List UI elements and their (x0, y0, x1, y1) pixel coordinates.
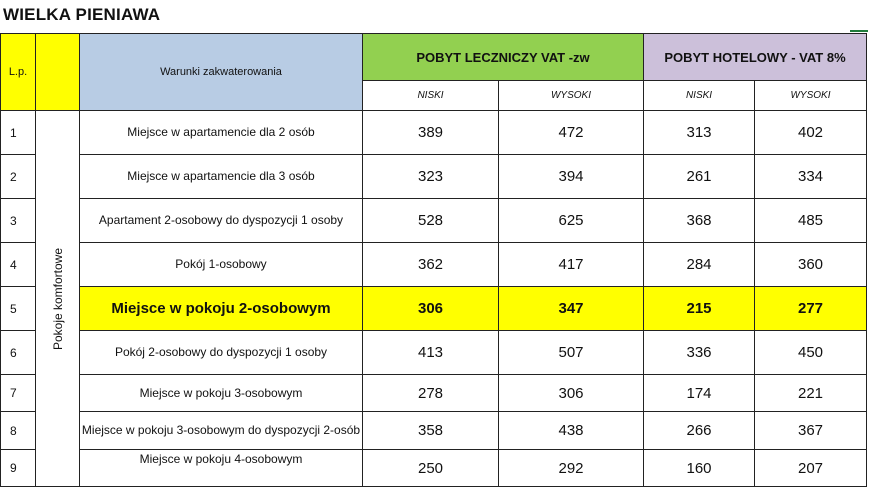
table-row-highlighted (1, 287, 867, 331)
price-hotel-wysoki: 221 (755, 375, 867, 412)
price-table (0, 33, 867, 487)
price-hotel-niski: 215 (644, 287, 755, 331)
price-lecz-niski: 306 (363, 287, 499, 331)
row-lp: 1 (1, 111, 36, 155)
price-hotel-niski: 368 (644, 199, 755, 243)
price-hotel-wysoki: 402 (755, 111, 867, 155)
row-lp: 8 (1, 412, 36, 450)
row-lp: 5 (1, 287, 36, 331)
price-lecz-wysoki: 306 (499, 375, 644, 412)
price-lecz-wysoki: 292 (499, 450, 644, 487)
price-hotel-wysoki: 207 (755, 450, 867, 487)
price-lecz-wysoki: 625 (499, 199, 644, 243)
row-lp: 3 (1, 199, 36, 243)
price-lecz-niski: 278 (363, 375, 499, 412)
row-name: Miejsce w apartamencie dla 3 osób (80, 155, 363, 199)
table-row (1, 243, 867, 287)
price-lecz-wysoki: 394 (499, 155, 644, 199)
price-lecz-wysoki: 347 (499, 287, 644, 331)
price-hotel-niski: 261 (644, 155, 755, 199)
header-category-blank (36, 34, 80, 111)
price-lecz-niski: 413 (363, 331, 499, 375)
row-name: Miejsce w pokoju 4-osobowym (80, 450, 363, 487)
price-lecz-niski: 323 (363, 155, 499, 199)
category-label: Pokoje komfortowe (50, 247, 65, 350)
price-lecz-wysoki: 507 (499, 331, 644, 375)
price-lecz-wysoki: 438 (499, 412, 644, 450)
table-row (1, 155, 867, 199)
row-lp: 4 (1, 243, 36, 287)
price-lecz-niski: 362 (363, 243, 499, 287)
category-cell (36, 111, 80, 487)
row-lp: 6 (1, 331, 36, 375)
table-row (1, 331, 867, 375)
price-hotel-wysoki: 450 (755, 331, 867, 375)
price-hotel-wysoki: 277 (755, 287, 867, 331)
price-lecz-niski: 250 (363, 450, 499, 487)
price-hotel-wysoki: 334 (755, 155, 867, 199)
header-pobyt-leczniczy: POBYT LECZNICZY VAT -zw (363, 34, 644, 81)
row-name: Miejsce w pokoju 3-osobowym (80, 375, 363, 412)
table-row (1, 412, 867, 450)
table-row (1, 199, 867, 243)
header-conditions: Warunki zakwaterowania (80, 34, 363, 111)
header-lp: L.p. (1, 34, 36, 111)
price-hotel-wysoki: 360 (755, 243, 867, 287)
row-name: Miejsce w pokoju 2-osobowym (80, 287, 363, 331)
subheader-hotel-wysoki: WYSOKI (755, 81, 867, 111)
price-hotel-niski: 174 (644, 375, 755, 412)
price-lecz-niski: 358 (363, 412, 499, 450)
row-name: Pokój 2-osobowy do dyspozycji 1 osoby (80, 331, 363, 375)
table-row (1, 450, 867, 487)
row-lp: 2 (1, 155, 36, 199)
price-lecz-wysoki: 417 (499, 243, 644, 287)
price-lecz-wysoki: 472 (499, 111, 644, 155)
row-name: Apartament 2-osobowy do dyspozycji 1 osoby (80, 199, 363, 243)
price-hotel-niski: 266 (644, 412, 755, 450)
price-hotel-wysoki: 367 (755, 412, 867, 450)
row-name: Miejsce w pokoju 3-osobowym do dyspozycji 2-osób (80, 412, 363, 450)
price-lecz-niski: 528 (363, 199, 499, 243)
price-hotel-niski: 313 (644, 111, 755, 155)
table-row (1, 111, 867, 155)
table-row (1, 375, 867, 412)
row-name: Pokój 1-osobowy (80, 243, 363, 287)
price-lecz-niski: 389 (363, 111, 499, 155)
price-hotel-niski: 160 (644, 450, 755, 487)
subheader-lecz-wysoki: WYSOKI (499, 81, 644, 111)
price-hotel-niski: 336 (644, 331, 755, 375)
subheader-lecz-niski: NISKI (363, 81, 499, 111)
row-lp: 9 (1, 450, 36, 487)
subheader-hotel-niski: NISKI (644, 81, 755, 111)
header-pobyt-hotelowy: POBYT HOTELOWY - VAT 8% (644, 34, 867, 81)
row-name: Miejsce w apartamencie dla 2 osób (80, 111, 363, 155)
row-lp: 7 (1, 375, 36, 412)
selection-marker (850, 30, 868, 32)
price-hotel-niski: 284 (644, 243, 755, 287)
sheet-title: WIELKA PIENIAWA (3, 5, 161, 24)
price-hotel-wysoki: 485 (755, 199, 867, 243)
